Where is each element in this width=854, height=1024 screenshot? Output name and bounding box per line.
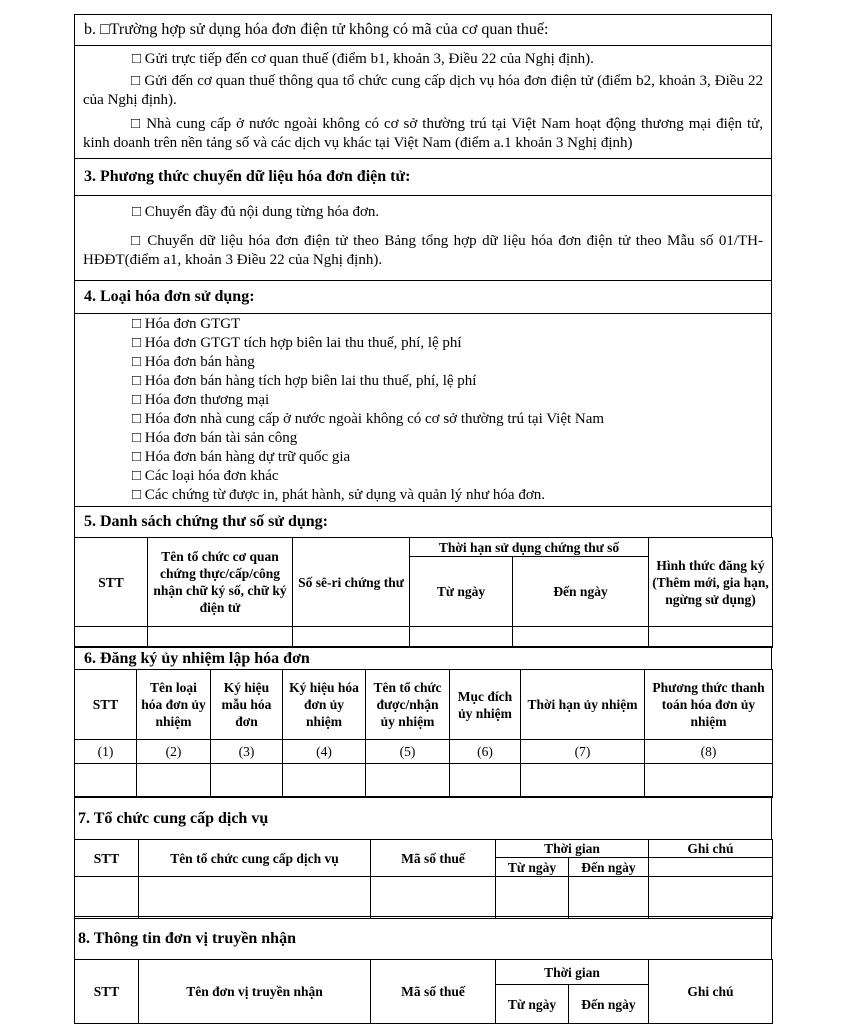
option-a1-foreign[interactable]: □ Nhà cung cấp ở nước ngoài không có cơ sở thường trú tại Việt Nam hoạt động thương mại điện tử, kinh doanh trên nền tảng số và các dịch vụ khác tại Việt Nam (điểm a.1 khoản 3 Nghị định) [83,116,763,151]
col-from-date: Từ ngày [410,557,513,627]
cell-input[interactable] [513,627,649,648]
cell-input[interactable] [569,877,649,919]
section-6-header [74,646,772,670]
table-row [75,877,773,919]
cell-input[interactable] [148,627,293,648]
cell-input[interactable] [211,764,283,798]
col-invoice-symbol: Ký hiệu hóa đơn ủy nhiệm [283,670,366,740]
cell-input[interactable] [496,877,569,919]
table-row [75,627,773,648]
option-full-content[interactable]: □ Chuyển đầy đủ nội dung từng hóa đơn. [132,204,380,220]
section-8-title: 8. Thông tin đơn vị truyền nhận [78,930,296,947]
invoice-type-item[interactable]: □ Các loại hóa đơn khác [132,468,279,484]
cell-input[interactable] [283,764,366,798]
col-provider-name: Tên tổ chức cung cấp dịch vụ [139,840,371,877]
col-unit-name: Tên đơn vị truyền nhận [139,960,371,1024]
invoice-type-item[interactable]: □ Hóa đơn GTGT tích hợp biên lai thu thuế, phí, lệ phí [132,335,462,351]
column-number: (7) [521,740,645,764]
cell-input[interactable] [645,764,773,798]
cell-input[interactable] [75,627,148,648]
col-stt: STT [75,538,148,627]
col-registration-type: Hình thức đăng ký (Thêm mới, gia hạn, ngừng sử dụng) [649,538,773,627]
invoice-type-item[interactable]: □ Hóa đơn thương mại [132,392,270,408]
col-purpose: Mục đích ủy nhiệm [450,670,521,740]
col-delegated-org: Tên tổ chức được/nhận ủy nhiệm [366,670,450,740]
col-to-date: Đến ngày [513,557,649,627]
cell-input[interactable] [293,627,410,648]
section-5-header [74,506,772,538]
cell-input[interactable] [137,764,211,798]
column-number: (8) [645,740,773,764]
section-b-title[interactable]: b. □Trường hợp sử dụng hóa đơn điện tử không có mã của cơ quan thuế: [84,21,549,38]
cell-input[interactable] [75,764,137,798]
col-note: Ghi chú [649,960,773,1024]
col-to-date: Đến ngày [569,858,649,877]
col-time: Thời gian [496,840,649,858]
section-3-header [74,158,772,196]
cell-input[interactable] [521,764,645,798]
col-tax-code: Mã số thuế [371,840,496,877]
col-payment-method: Phương thức thanh toán hóa đơn ủy nhiệm [645,670,773,740]
col-form-symbol: Ký hiệu mẫu hóa đơn [211,670,283,740]
invoice-type-list [132,315,604,505]
section-7-header [74,796,772,840]
col-time: Thời gian [496,960,649,985]
section-7-title: 7. Tổ chức cung cấp dịch vụ [78,810,269,827]
option-b1[interactable]: □ Gửi trực tiếp đến cơ quan thuế (điểm b1, khoản 3, Điều 22 của Nghị định). [132,51,594,67]
col-to-date: Đến ngày [569,985,649,1024]
col-invoice-type: Tên loại hóa đơn ủy nhiệm [137,670,211,740]
cell-input[interactable] [649,877,773,919]
transmission-unit-table [74,959,773,1024]
col-tax-code: Mã số thuế [371,960,496,1024]
delegation-table [74,669,773,798]
col-cert-org: Tên tổ chức cơ quan chứng thực/cấp/công nhận chữ ký số, chữ ký điện tử [148,538,293,627]
certificate-table [74,537,773,648]
column-number: (2) [137,740,211,764]
invoice-type-item[interactable]: □ Hóa đơn bán hàng [132,354,255,370]
column-number: (5) [366,740,450,764]
note-subcell [649,858,773,877]
cell-input[interactable] [410,627,513,648]
cell-input[interactable] [139,877,371,919]
cell-input[interactable] [371,877,496,919]
option-b2[interactable]: □ Gửi đến cơ quan thuế thông qua tổ chức cung cấp dịch vụ hóa đơn điện tử (điểm b2, khoản 3, Điều 22 của Nghị định). [83,73,763,108]
column-numbers-row [75,740,773,764]
table-row [75,764,773,798]
col-from-date: Từ ngày [496,985,569,1024]
invoice-type-item[interactable]: □ Hóa đơn nhà cung cấp ở nước ngoài không có cơ sở thường trú tại Việt Nam [132,411,605,427]
cell-input[interactable] [75,877,139,919]
section-3-options [74,195,772,281]
col-stt: STT [75,960,139,1024]
col-stt: STT [75,840,139,877]
col-duration: Thời hạn ủy nhiệm [521,670,645,740]
section-5-title: 5. Danh sách chứng thư số sử dụng: [84,513,328,530]
col-stt: STT [75,670,137,740]
invoice-type-item[interactable]: □ Hóa đơn bán tài sản công [132,430,298,446]
section-3-title: 3. Phương thức chuyển dữ liệu hóa đơn điện tử: [84,168,411,185]
col-serial: Số sê-ri chứng thư [293,538,410,627]
section-b-options [74,45,772,159]
column-number: (3) [211,740,283,764]
column-number: (1) [75,740,137,764]
col-note: Ghi chú [649,840,773,858]
cell-input[interactable] [649,627,773,648]
column-number: (4) [283,740,366,764]
cell-input[interactable] [366,764,450,798]
col-from-date: Từ ngày [496,858,569,877]
cell-input[interactable] [450,764,521,798]
invoice-type-item[interactable]: □ Hóa đơn bán hàng dự trữ quốc gia [132,449,351,465]
invoice-type-item[interactable]: □ Hóa đơn bán hàng tích hợp biên lai thu thuế, phí, lệ phí [132,373,477,389]
section-8-header [74,916,772,960]
section-4-header [74,280,772,314]
section-4-title: 4. Loại hóa đơn sử dụng: [84,288,255,305]
option-summary-table[interactable]: □ Chuyển dữ liệu hóa đơn điện tử theo Bảng tổng hợp dữ liệu hóa đơn điện tử theo Mẫu số 01/TH-HĐĐT(điểm a1, khoản 3 Điều 22 của Nghị định). [83,233,763,268]
invoice-type-item[interactable]: □ Hóa đơn GTGT [132,316,241,332]
section-b-header [74,14,772,46]
column-number: (6) [450,740,521,764]
col-validity: Thời hạn sử dụng chứng thư số [410,538,649,557]
service-provider-table [74,839,773,919]
section-6-title: 6. Đăng ký ủy nhiệm lập hóa đơn [84,650,310,667]
invoice-type-item[interactable]: □ Các chứng từ được in, phát hành, sử dụng và quản lý như hóa đơn. [132,487,546,503]
section-4-options [74,313,772,507]
